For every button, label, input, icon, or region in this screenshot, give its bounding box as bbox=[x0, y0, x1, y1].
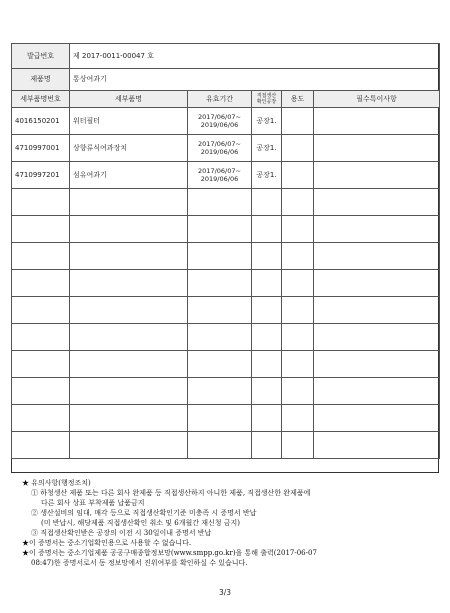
row-usage bbox=[282, 162, 314, 189]
row-period: 2017/06/07~ 2019/06/06 bbox=[188, 135, 252, 162]
row-factory: 공장1. bbox=[252, 135, 282, 162]
row-name: 상향류식여과장치 bbox=[70, 135, 188, 162]
row-notes bbox=[314, 162, 440, 189]
certificate-table bbox=[11, 43, 440, 459]
empty-row bbox=[12, 216, 440, 243]
table-row bbox=[12, 135, 440, 162]
header-code: 세부품명번호 bbox=[12, 91, 70, 108]
empty-row bbox=[12, 405, 440, 432]
issue-number-value: 제 2017-0011-00047 호 bbox=[70, 44, 440, 69]
issue-number-row bbox=[12, 44, 440, 69]
empty-row bbox=[12, 432, 440, 459]
row-period: 2017/06/07~ 2019/06/06 bbox=[188, 108, 252, 135]
row-name: 섬유여과기 bbox=[70, 162, 188, 189]
note-item-2: ② 생산설비의 임대, 매각 등으로 직접생산확인기준 미충족 시 증명서 반납 bbox=[31, 509, 257, 517]
empty-row bbox=[12, 243, 440, 270]
product-name-row bbox=[12, 69, 440, 91]
header-period: 유효기간 bbox=[188, 91, 252, 108]
table-header-row bbox=[12, 91, 440, 108]
row-usage bbox=[282, 135, 314, 162]
header-notes: 필수특이사항 bbox=[314, 91, 440, 108]
empty-row bbox=[12, 297, 440, 324]
table-row bbox=[12, 108, 440, 135]
product-name-value: 통상여과기 bbox=[70, 69, 440, 91]
row-factory: 공장1. bbox=[252, 108, 282, 135]
notes-title: ★ 유의사항(행정조치) bbox=[22, 479, 91, 487]
notes-section bbox=[22, 478, 442, 568]
row-usage bbox=[282, 108, 314, 135]
table-row bbox=[12, 162, 440, 189]
note-item-1-cont: 다른 회사 상표 부착제품 납품금지 bbox=[41, 499, 145, 507]
row-factory: 공장1. bbox=[252, 162, 282, 189]
product-name-label: 제품명 bbox=[12, 69, 70, 91]
note-item-1: ① 하청생산 제품 또는 다른 회사 완제품 등 직접생산하지 아니한 제품, 직접생산한 완제품에 bbox=[31, 489, 311, 497]
header-name: 세부품명 bbox=[70, 91, 188, 108]
empty-row bbox=[12, 189, 440, 216]
page-number: 3/3 bbox=[218, 588, 232, 597]
row-code: 4016150201 bbox=[12, 108, 70, 135]
note-star-2: ★이 증명서는 중소기업제품 공공구매종합정보망(www.smpp.go.kr)을 통해 출력(2017-06-07 bbox=[22, 549, 317, 557]
row-code: 4710997201 bbox=[12, 162, 70, 189]
empty-row bbox=[12, 351, 440, 378]
row-name: 워터필터 bbox=[70, 108, 188, 135]
row-notes bbox=[314, 108, 440, 135]
empty-row bbox=[12, 378, 440, 405]
row-period: 2017/06/07~ 2019/06/06 bbox=[188, 162, 252, 189]
header-factory: 직접생산 확인공장 bbox=[252, 91, 282, 108]
empty-row bbox=[12, 324, 440, 351]
note-item-3: ③ 직접생산확인받은 공장의 이전 시 30일이내 증명서 반납 bbox=[31, 529, 212, 537]
issue-number-label: 발급번호 bbox=[12, 44, 70, 69]
note-item-2-cont: (미 반납시, 해당제품 직접생산확인 취소 및 6개월간 재신청 금지) bbox=[41, 519, 240, 527]
row-code: 4710997001 bbox=[12, 135, 70, 162]
note-star-2-cont: 08:47)한 증명서로서 동 정보망에서 진위여부를 확인하실 수 있습니다. bbox=[31, 559, 248, 567]
empty-row bbox=[12, 270, 440, 297]
header-usage: 용도 bbox=[282, 91, 314, 108]
row-notes bbox=[314, 135, 440, 162]
note-star-1: ★이 증명서는 중소기업확인용으로 사용할 수 없습니다. bbox=[22, 539, 192, 547]
